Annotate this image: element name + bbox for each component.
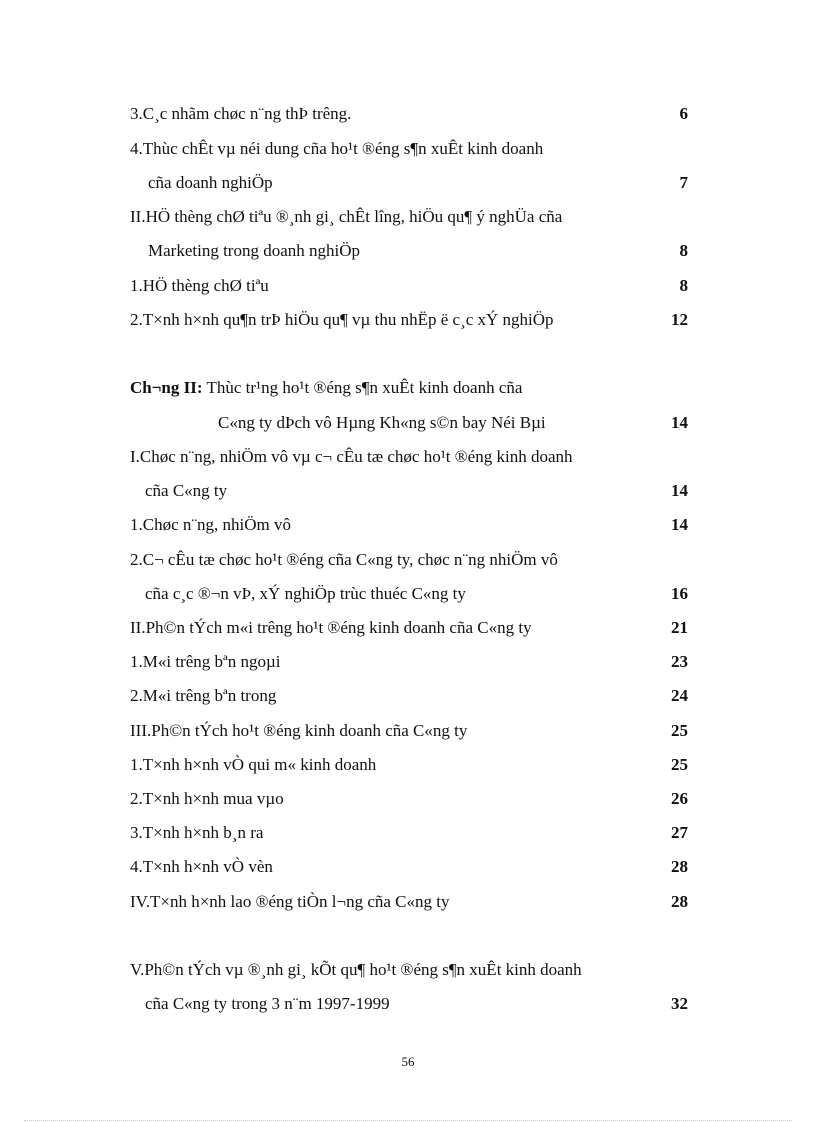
toc-entry-text: 2.C¬ cÊu tæ chøc ho¹t ®éng cña C«ng ty, chøc n¨ng nhiÖm vô bbox=[130, 550, 558, 569]
toc-entry-page: 25 bbox=[671, 721, 688, 740]
toc-entry-page: 27 bbox=[671, 823, 688, 842]
toc-entry-text: II.HÖ thèng chØ tiªu ®¸nh gi¸ chÊt lîng, hiÖu qu¶ ý nghÜa cña bbox=[130, 207, 563, 226]
page-number: 56 bbox=[401, 1054, 415, 1069]
toc-entry-text: IV.T×nh h×nh lao ®éng tiÒn l¬ng cña C«ng ty bbox=[130, 892, 450, 911]
toc-entry-text: cña C«ng ty trong 3 n¨m 1997-1999 bbox=[145, 994, 390, 1013]
toc-entry-page: 8 bbox=[679, 276, 688, 295]
toc-entry-page: 23 bbox=[671, 652, 688, 671]
toc-entry-text: 2.T×nh h×nh qu¶n trÞ hiÖu qu¶ vµ thu nhËp ë c¸c xÝ nghiÖp bbox=[130, 310, 554, 329]
toc-entry-page: 26 bbox=[671, 789, 688, 808]
toc-entry-page: 14 bbox=[671, 413, 688, 432]
toc-entry-page: 25 bbox=[671, 755, 688, 774]
toc-entry-page: 28 bbox=[671, 857, 688, 876]
toc-entry-page: 28 bbox=[671, 892, 688, 911]
toc-entry-page: 14 bbox=[671, 515, 688, 534]
toc-entry-text: 1.T×nh h×nh vÒ qui m« kinh doanh bbox=[130, 755, 377, 774]
toc-entry-page: 7 bbox=[679, 173, 688, 192]
chapter-title: Thùc tr¹ng ho¹t ®éng s¶n xuÊt kinh doanh cña bbox=[202, 378, 523, 397]
toc-entry-text: III.Ph©n tÝch ho¹t ®éng kinh doanh cña C«ng ty bbox=[130, 721, 468, 740]
toc-entry-text: 1.Chøc n¨ng, nhiÖm vô bbox=[130, 515, 292, 534]
page-divider bbox=[24, 1120, 792, 1121]
toc-entry-page: 21 bbox=[671, 618, 688, 637]
toc-entry-text: Marketing trong doanh nghiÖp bbox=[148, 241, 360, 260]
toc-entry-text: 4.Thùc chÊt vµ néi dung cña ho¹t ®éng s¶n xuÊt kinh doanh bbox=[130, 139, 544, 158]
toc-entry-text: I.Chøc n¨ng, nhiÖm vô vµ c¬ cÊu tæ chøc ho¹t ®éng kinh doanh bbox=[130, 447, 573, 466]
toc-entry-text: 2.T×nh h×nh mua vµo bbox=[130, 789, 284, 808]
toc-entry-text: 4.T×nh h×nh vÒ vèn bbox=[130, 857, 273, 876]
toc-entry-page: 6 bbox=[679, 104, 688, 123]
toc-entry-page: 32 bbox=[671, 994, 688, 1013]
toc-entry-text: cña c¸c ®¬n vÞ, xÝ nghiÖp trùc thuéc C«ng ty bbox=[145, 584, 466, 603]
chapter-label: Ch¬ng II: bbox=[130, 378, 203, 397]
toc-entry-page: 16 bbox=[671, 584, 688, 603]
toc-entry-text: 1.M«i trêng bªn ngoµi bbox=[130, 652, 281, 671]
toc-entry-text: 1.HÖ thèng chØ tiªu bbox=[130, 276, 269, 295]
toc-entry-text: 2.M«i trêng bªn trong bbox=[130, 686, 277, 705]
toc-entry-page: 12 bbox=[671, 310, 688, 329]
toc-entry-text: 3.T×nh h×nh b¸n ra bbox=[130, 823, 264, 842]
toc-entry-text: II.Ph©n tÝch m«i trêng ho¹t ®éng kinh doanh cña C«ng ty bbox=[130, 618, 532, 637]
toc-chapter-heading bbox=[130, 378, 522, 398]
toc-entry-text: cña C«ng ty bbox=[145, 481, 228, 500]
toc-entry-page: 8 bbox=[679, 241, 688, 260]
toc-entry-page: 24 bbox=[671, 686, 688, 705]
toc-entry-text: 3.C¸c nhãm chøc n¨ng thÞ trêng. bbox=[130, 104, 352, 123]
toc-entry-page: 14 bbox=[671, 481, 688, 500]
toc-entry-text: V.Ph©n tÝch vµ ®¸nh gi¸ kÕt qu¶ ho¹t ®éng s¶n xuÊt kinh doanh bbox=[130, 960, 582, 979]
toc-entry-text: cña doanh nghiÖp bbox=[148, 173, 273, 192]
toc-entry-text: C«ng ty dÞch vô Hµng Kh«ng s©n bay Néi Bµi bbox=[218, 413, 546, 432]
